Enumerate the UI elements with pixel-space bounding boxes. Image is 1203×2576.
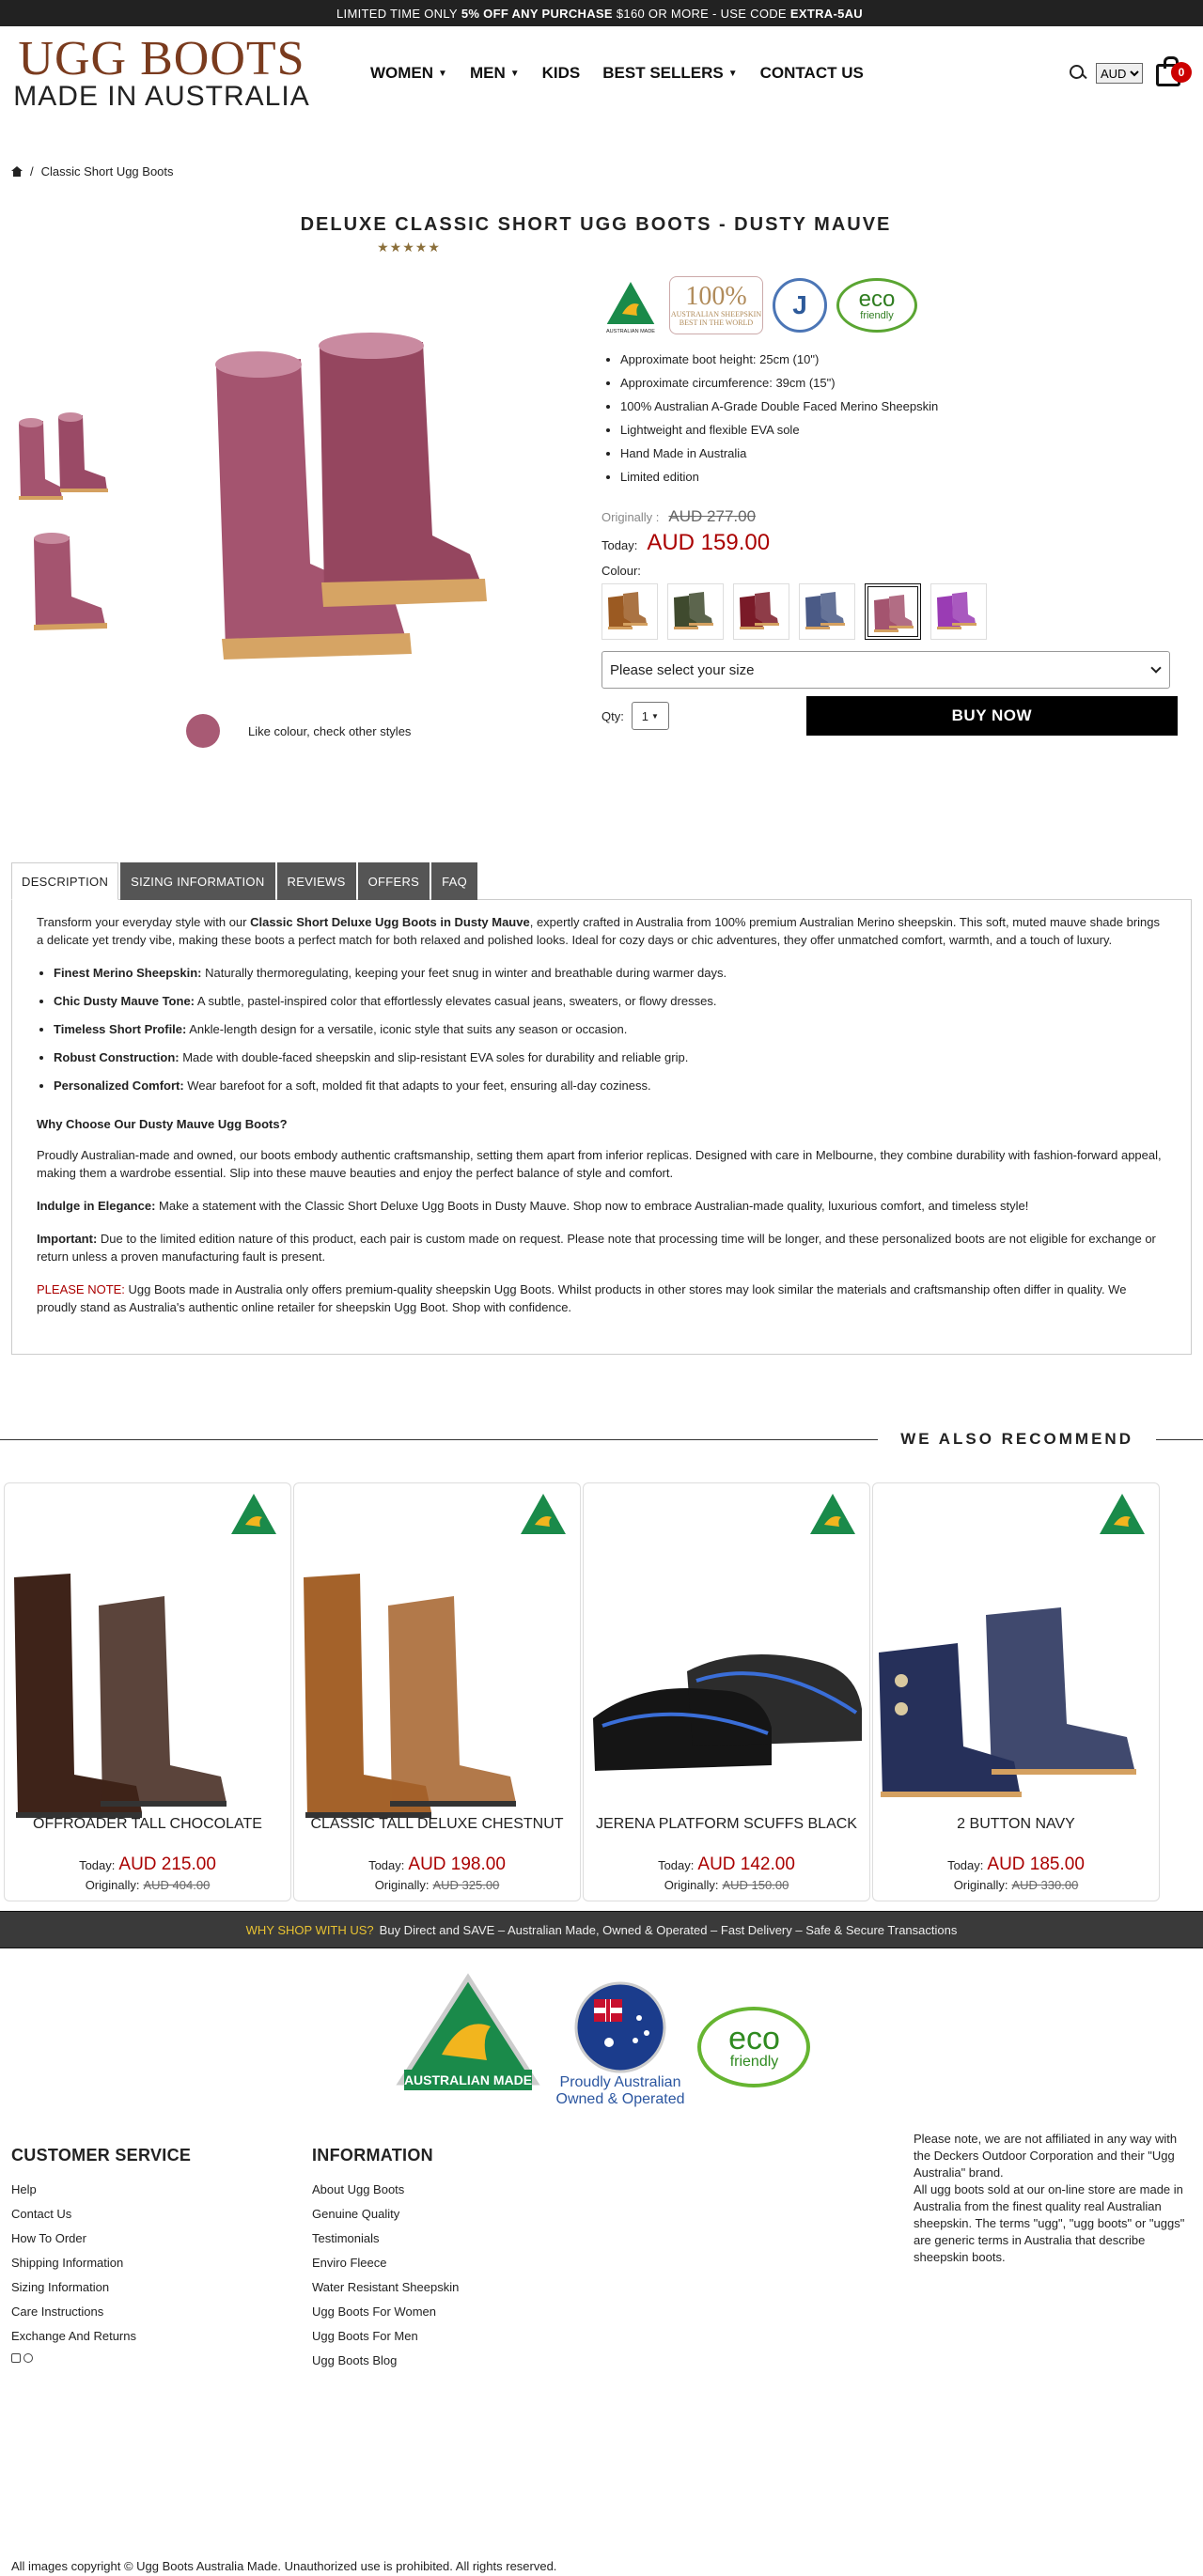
thumbnail-pair-view[interactable] <box>11 404 133 512</box>
pinterest-icon[interactable] <box>23 2353 33 2363</box>
logo-title: UGG BOOTS <box>18 32 305 85</box>
feature-item: • Limited edition <box>620 465 1203 489</box>
divider <box>1156 1439 1203 1440</box>
site-logo[interactable] <box>11 32 312 112</box>
footer-link-how-to-order[interactable]: How To Order <box>11 2231 86 2245</box>
copyright-text: All images copyright © Ugg Boots Australia Made. Unauthorized use is prohibited. All rights reserved. <box>11 2559 557 2573</box>
indulge-text: Indulge in Elegance: Make a statement with the Classic Short Deluxe Ugg Boots in Dusty Mauve. Shop now to embrace Australian-made quality, luxurious comfort, and timeless style! <box>37 1199 1029 1213</box>
eco-friendly-logo: eco friendly <box>697 2007 810 2087</box>
australian-made-logo <box>393 1972 543 2108</box>
product-details <box>583 272 1203 799</box>
social-links <box>11 2353 312 2363</box>
colour-option-navy-blue[interactable] <box>799 583 855 640</box>
affiliation-note-1: Please note, we are not affiliated in any way with the Deckers Outdoor Corporation and their "Ugg Australia" brand. <box>914 2132 1178 2180</box>
product-card[interactable] <box>293 1482 581 1901</box>
promo-code: EXTRA-5AU <box>789 6 863 21</box>
product-card-name[interactable]: OFFROADER TALL CHOCOLATE <box>33 1816 262 1832</box>
svg-text:AUSTRALIAN MADE: AUSTRALIAN MADE <box>403 2072 532 2087</box>
description-panel <box>11 899 1192 1355</box>
tab-offers[interactable]: OFFERS <box>358 862 430 900</box>
information-heading: INFORMATION <box>312 2146 433 2165</box>
quantity-select[interactable]: 1 ▼ <box>632 702 669 730</box>
header-utilities <box>1070 54 1190 92</box>
proudly-text-1: Proudly Australian <box>559 2074 681 2090</box>
tab-faq[interactable]: FAQ <box>431 862 477 900</box>
rating-stars[interactable]: ★★★★★ <box>377 240 441 255</box>
product-card-image[interactable] <box>873 1540 1159 1822</box>
badge-best: BEST IN THE WORLD <box>679 318 754 327</box>
australian-made-badge <box>807 1491 858 1542</box>
product-card-name[interactable]: JERENA PLATFORM SCUFFS BLACK <box>596 1816 857 1832</box>
cart-button[interactable] <box>1152 54 1190 92</box>
main-product-image[interactable] <box>160 329 583 686</box>
nav-item-men[interactable]: MEN ▼ <box>469 64 520 82</box>
product-card-original: Originally: AUD 404.00 <box>85 1878 211 1892</box>
feature-list <box>602 348 1203 489</box>
customer-service-heading: CUSTOMER SERVICE <box>11 2146 192 2165</box>
thumbnail-list <box>11 404 133 639</box>
information-column <box>312 2146 613 2540</box>
size-select[interactable] <box>602 651 1170 689</box>
promo-offer: 5% OFF ANY PURCHASE <box>461 6 613 21</box>
caret-down-icon: ▼ <box>651 711 659 721</box>
footer-link-enviro-fleece[interactable]: Enviro Fleece <box>312 2256 387 2270</box>
feature-item: • Approximate circumference: 39cm (15") <box>620 371 1203 395</box>
why-shop-label: WHY SHOP WITH US? <box>245 1922 374 1937</box>
product-card-original: Originally: AUD 330.00 <box>953 1878 1079 1892</box>
proudly-australian-logo <box>556 1980 685 2108</box>
product-card-image[interactable] <box>584 1540 869 1822</box>
list-item: • Robust Construction: Made with double-faced sheepskin and slip-resistant EVA soles for durability and reliable grip. <box>54 1048 1166 1066</box>
feature-item: • 100% Australian A-Grade Double Faced Merino Sheepskin <box>620 395 1203 418</box>
caret-down-icon: ▼ <box>438 69 447 80</box>
footer-link-blog[interactable]: Ugg Boots Blog <box>312 2353 398 2367</box>
footer-link-contact-us[interactable]: Contact Us <box>11 2207 72 2221</box>
product-title: DELUXE CLASSIC SHORT UGG BOOTS - DUSTY MAUVE <box>300 214 892 235</box>
australian-made-badge <box>518 1491 569 1542</box>
product-section <box>0 272 1203 799</box>
footer-link-men[interactable]: Ugg Boots For Men <box>312 2329 418 2343</box>
caret-down-icon: ▼ <box>509 69 520 80</box>
footer-link-care[interactable]: Care Instructions <box>11 2304 104 2319</box>
recommend-title: WE ALSO RECOMMEND <box>900 1430 1133 1448</box>
promo-middle: $160 OR MORE - USE CODE <box>616 6 787 21</box>
product-card[interactable] <box>4 1482 291 1901</box>
affiliation-note <box>914 2131 1195 2266</box>
qty-label: Qty: <box>602 708 624 723</box>
customer-service-column <box>11 2146 312 2540</box>
nav-item-contact-us[interactable]: CONTACT US <box>759 64 864 82</box>
search-icon[interactable] <box>1070 65 1086 82</box>
list-item: • Finest Merino Sheepskin: Naturally thermoregulating, keeping your feet snug in winter and breathable during warmer days. <box>54 964 1166 982</box>
product-card-image[interactable] <box>294 1540 580 1822</box>
why-choose-text: Proudly Australian-made and owned, our boots embody authentic craftsmanship, setting them apart from inferior replicas. Designed with care in Melbourne, they combine durability with fashion-forward appeal, making them a wardrobe essential. Slip into these mauve beauties and enjoy the perfect balance of style and comfort. <box>37 1148 1162 1180</box>
why-shop-text: Buy Direct and SAVE – Australian Made, Owned & Operated – Fast Delivery – Safe & Secure Transactions <box>379 1922 958 1937</box>
product-card-today: Today: AUD 185.00 <box>947 1854 1085 1874</box>
swatch-caption: Like colour, check other styles <box>248 723 412 738</box>
colour-swatch[interactable] <box>186 714 220 748</box>
product-card-image[interactable] <box>5 1540 290 1822</box>
main-navigation <box>370 64 864 83</box>
footer-link-testimonials[interactable]: Testimonials <box>312 2231 380 2245</box>
sheepskin-badge <box>669 276 763 334</box>
tab-description[interactable]: DESCRIPTION <box>11 862 118 900</box>
description-intro: Transform your everyday style with our Classic Short Deluxe Ugg Boots in Dusty Mauve, expertly crafted in Australia from 100% premium Australian Merino sheepskin. This soft, muted mauve shade brings a delicate yet trendy vibe, making these boots a perfect match for both relaxed and polished looks. Ideal for cozy days or chic adventures, they offer unmatched comfort, warmth, and a touch of luxury. <box>37 915 1161 947</box>
logo-subtitle: MADE IN AUSTRALIA <box>13 81 310 112</box>
currency-select[interactable] <box>1096 63 1143 84</box>
product-card-name[interactable]: CLASSIC TALL DELUXE CHESTNUT <box>310 1816 564 1832</box>
eco-friendly-icon: eco friendly <box>836 278 917 333</box>
affiliation-note-2: All ugg boots sold at our on-line store are made in Australia from the finest quality real Australian sheepskin. The terms "ugg", "ugg boots" or "uggs" are generic terms in Australia that describe sheepskin boots. <box>914 2182 1185 2264</box>
badge-percent: 100% <box>685 282 747 311</box>
why-choose-heading: Why Choose Our Dusty Mauve Ugg Boots? <box>37 1117 288 1131</box>
product-card-original: Originally: AUD 325.00 <box>374 1878 500 1892</box>
divider <box>0 1439 878 1440</box>
colour-option-burgundy[interactable] <box>733 583 789 640</box>
instagram-icon[interactable] <box>11 2353 21 2363</box>
breadcrumb <box>0 120 1203 177</box>
nav-item-kids[interactable]: KIDS <box>541 64 581 82</box>
list-item: • Timeless Short Profile: Ankle-length design for a versatile, iconic style that suits any season or occasion. <box>54 1020 1166 1038</box>
recommendation-list <box>0 1482 1203 1901</box>
australian-made-badge <box>1097 1491 1148 1542</box>
colour-swatch-row <box>186 714 411 748</box>
cart-count-badge: 0 <box>1171 62 1192 83</box>
important-text: Important: Due to the limited edition nature of this product, each pair is custom made on request. Please note that processing time will be longer, and these personalized boots are not eligible for exchange or return unless a proven manufacturing fault is present. <box>37 1232 1156 1264</box>
site-footer <box>0 2108 1203 2540</box>
badge-row <box>602 272 1203 338</box>
colour-option-olive[interactable] <box>667 583 724 640</box>
tab-reviews[interactable]: REVIEWS <box>277 862 356 900</box>
original-price-label: Originally : <box>602 510 660 524</box>
original-price-row <box>602 507 1203 526</box>
product-card-name[interactable]: 2 BUTTON NAVY <box>957 1816 1075 1832</box>
tab-sizing-information[interactable]: SIZING INFORMATION <box>120 862 274 900</box>
feature-item: • Approximate boot height: 25cm (10") <box>620 348 1203 371</box>
australian-made-logo <box>602 276 660 334</box>
description-bullets <box>37 964 1166 1094</box>
footer-link-exchange[interactable]: Exchange And Returns <box>11 2329 136 2343</box>
home-icon[interactable] <box>11 166 23 177</box>
recommend-heading <box>0 1430 1203 1449</box>
original-price: AUD 277.00 <box>668 507 757 525</box>
product-card-today: Today: AUD 142.00 <box>658 1854 795 1874</box>
promo-prefix: LIMITED TIME ONLY <box>336 6 458 21</box>
footer-link-about[interactable]: About Ugg Boots <box>312 2182 405 2196</box>
size-placeholder: Please select your size <box>610 661 755 678</box>
footer-link-women[interactable]: Ugg Boots For Women <box>312 2304 436 2319</box>
footer-link-sizing[interactable]: Sizing Information <box>11 2280 110 2294</box>
chevron-down-icon <box>1150 662 1161 673</box>
feature-item: • Lightweight and flexible EVA sole <box>620 418 1203 442</box>
water-resistant-icon: J <box>773 278 827 333</box>
trust-logos <box>0 1977 1203 2108</box>
promo-banner <box>0 0 1203 26</box>
please-note-text: PLEASE NOTE: Ugg Boots made in Australia only offers premium-quality sheepskin Ugg Boots. Whilst products in other stores may look similar the materials and craftsmanship often differ in quality. We proudly stand as Australia's authentic online retailer for sheepskin Ugg Boot. Shop with confidence. <box>37 1282 1127 1314</box>
footer-link-genuine-quality[interactable]: Genuine Quality <box>312 2207 400 2221</box>
footer-link-shipping[interactable]: Shipping Information <box>11 2256 124 2270</box>
breadcrumb-separator: / <box>30 163 34 178</box>
nav-item-women[interactable]: WOMEN ▼ <box>370 64 447 82</box>
buy-row <box>602 696 1203 736</box>
list-item: • Personalized Comfort: Wear barefoot for a soft, molded fit that adapts to your feet, ensuring all-day coziness. <box>54 1077 1166 1094</box>
today-price: AUD 159.00 <box>647 530 771 555</box>
product-card-today: Today: AUD 215.00 <box>79 1854 216 1874</box>
colour-option-chestnut[interactable] <box>602 583 658 640</box>
colour-options <box>602 583 1203 640</box>
site-header <box>0 26 1203 120</box>
badge-sheepskin: AUSTRALIAN SHEEPSKIN <box>670 310 762 318</box>
product-gallery <box>0 272 583 799</box>
australian-flag-icon <box>573 1980 667 2074</box>
colour-option-dusty-mauve[interactable] <box>865 583 921 640</box>
australian-made-badge <box>228 1491 279 1542</box>
product-card[interactable] <box>583 1482 870 1901</box>
footer-link-water-resistant[interactable]: Water Resistant Sheepskin <box>312 2280 460 2294</box>
today-price-row <box>602 530 1203 556</box>
proudly-text-2: Owned & Operated <box>555 2091 685 2107</box>
buy-now-button[interactable]: BUY NOW <box>806 696 1178 736</box>
svg-text:AUSTRALIAN MADE: AUSTRALIAN MADE <box>606 329 655 334</box>
footer-link-help[interactable]: Help <box>11 2182 37 2196</box>
product-card[interactable] <box>872 1482 1160 1901</box>
caret-down-icon: ▼ <box>727 69 738 80</box>
colour-option-purple[interactable] <box>930 583 987 640</box>
today-price-label: Today: <box>602 538 638 552</box>
nav-item-best-sellers[interactable]: BEST SELLERS ▼ <box>602 64 738 82</box>
why-shop-banner <box>0 1911 1203 1948</box>
product-card-today: Today: AUD 198.00 <box>368 1854 506 1874</box>
product-tabs <box>11 862 1203 900</box>
thumbnail-single-view[interactable] <box>11 531 133 639</box>
colour-label: Colour: <box>602 564 641 578</box>
list-item: • Chic Dusty Mauve Tone: A subtle, pastel-inspired color that effortlessly elevates casual jeans, sweaters, or flowy dresses. <box>54 992 1166 1010</box>
feature-item: • Hand Made in Australia <box>620 442 1203 465</box>
product-card-original: Originally: AUD 150.00 <box>664 1878 789 1892</box>
breadcrumb-current[interactable]: Classic Short Ugg Boots <box>40 163 174 178</box>
